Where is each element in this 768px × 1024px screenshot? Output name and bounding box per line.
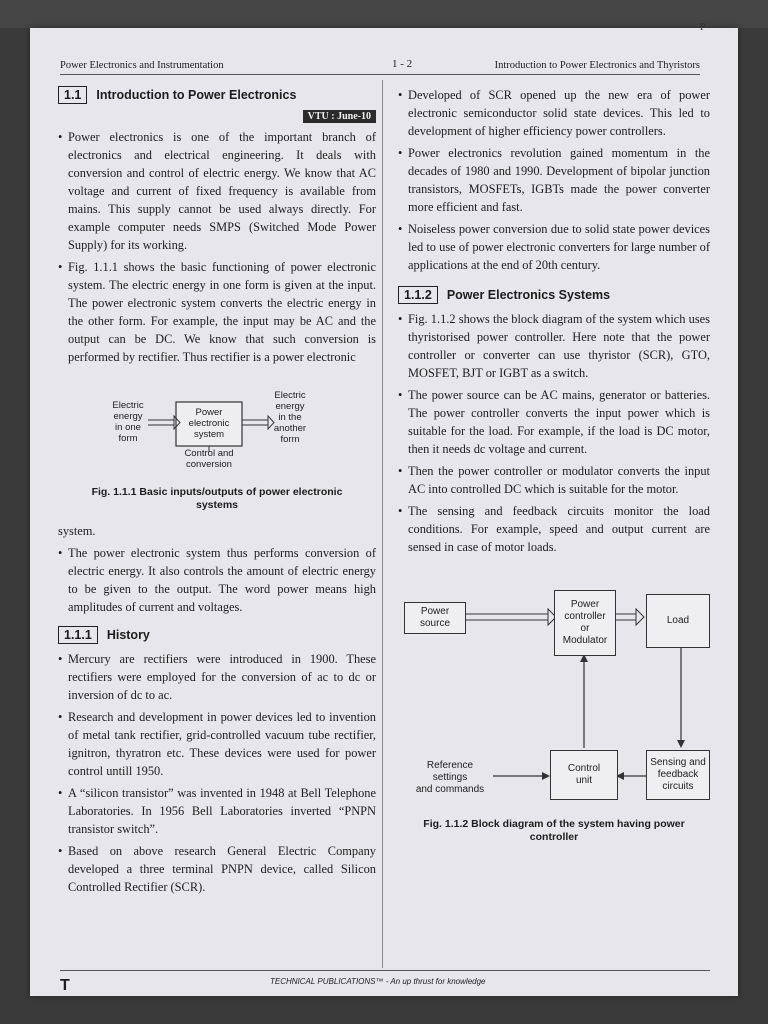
input-label: Electric energy in one form — [112, 400, 144, 444]
paragraph: • Power electronics is one of the important branch of electronics and electrical engineering. It deals with conversion and control of electric energy. We know that AC voltage and current of fixed frequency is available from mains. This supply cannot be used always directly. For example computer needs SMPS (Switched Mode Power Supply) for its working. — [58, 128, 376, 254]
reference-settings-label: Reference settings and commands — [415, 760, 485, 795]
book-page — [30, 28, 738, 996]
paragraph: • Power electronics revolution gained momentum in the decades of 1980 and 1990. Development of bipolar junction transistors, MOSFETs, IGBTs made the power converter more efficient and fast. — [398, 144, 710, 216]
section-title: History — [106, 628, 150, 642]
figure-caption: Fig. 1.1.1 Basic inputs/outputs of power electronic systems — [91, 486, 343, 511]
section-title: Introduction to Power Electronics — [96, 88, 297, 102]
photo-background — [0, 0, 768, 28]
page-footer — [60, 970, 710, 994]
page-header — [60, 58, 700, 75]
paragraph: • Fig. 1.1.2 shows the block diagram of the system which uses thyristorised power controller. Here note that the power controller or converter can use thyristor (SCR), GTO, MOSFET, BJT or IGBT as a switch. — [398, 310, 710, 382]
paragraph: • Fig. 1.1.1 shows the basic functioning of power electronic system. The electric energy in one form is given at the input. The power electronic system converts the electric energy in the other form. For example, the input may be AC and the output can be DC. We know that such conversion is performed by rectifier. Thus rectifier is a power electronic — [58, 258, 376, 366]
paragraph: system. — [58, 524, 96, 538]
right-column — [398, 86, 710, 854]
sensing-feedback-box: Sensing and feedback circuits — [646, 750, 710, 800]
header-book-title: Power Electronics and Instrumentation — [60, 60, 224, 71]
paragraph: • Developed of SCR opened up the new era of power electronic semiconductor solid state devices. This led to development of higher efficiency power controllers. — [398, 86, 710, 140]
load-box: Load — [646, 594, 710, 648]
paragraph: • A “silicon transistor” was invented in 1948 at Bell Telephone Laboratories. In 1956 Bell Laboratories inverted “PNPN transistor switch”. — [58, 784, 376, 838]
paragraph: • Mercury are rectifiers were introduced in 1900. These rectifiers were employed for the conversion of ac to dc or inversion of dc to ac. — [58, 650, 376, 704]
figure-1-1-2 — [398, 586, 710, 812]
paragraph: • Noiseless power conversion due to solid state power devices led to use of power electronic converters for large number of applications at the end of 20th century. — [398, 220, 710, 274]
control-label: Control and conversion — [184, 448, 234, 470]
section-heading-1-1-2 — [398, 286, 710, 304]
left-column — [58, 86, 376, 900]
power-source-box: Power source — [404, 602, 466, 634]
section-number: 1.1.1 — [58, 626, 98, 644]
figure-caption: Fig. 1.1.2 Block diagram of the system having power controller — [423, 818, 685, 843]
paragraph: • The sensing and feedback circuits monitor the load conditions. For example, speed and output current are sensed in case of motor loads. — [398, 502, 710, 556]
section-number: 1.1.2 — [398, 286, 438, 304]
output-label: Electric energy in the another form — [273, 390, 307, 445]
paragraph: • Based on above research General Electric Company developed a three terminal PNPN device, called Silicon Controlled Rectifier (SCR). — [58, 842, 376, 896]
publisher-tagline: TECHNICAL PUBLICATIONS™ - An up thrust for knowledge — [270, 977, 486, 986]
exam-badge: VTU : June-10 — [303, 110, 376, 123]
power-controller-box: Power controller or Modulator — [554, 590, 616, 656]
control-unit-box: Control unit — [550, 750, 618, 800]
publisher-logo: T — [60, 977, 70, 994]
paragraph: • Research and development in power devices led to invention of metal tank rectifier, grid-controlled vacuum tube rectifier, ignitron, thyratron etc. These devices were used for power control untill 1950. — [58, 708, 376, 780]
section-heading-1-1-1 — [58, 626, 376, 644]
header-chapter-title: Introduction to Power Electronics and Thyristors — [494, 60, 700, 71]
paragraph: • The power source can be AC mains, generator or batteries. The power controller converts the input power which is suitable for the load. For example, if the load is DC motor, then it needs dc voltage and current. — [398, 386, 710, 458]
system-box-label: Power electronic system — [188, 407, 230, 440]
adjacent-page-edge-letter: P — [700, 22, 706, 33]
section-title: Power Electronics Systems — [446, 288, 611, 302]
column-divider — [382, 80, 383, 968]
figure-1-1-1 — [58, 390, 376, 482]
section-number: 1.1 — [58, 86, 87, 104]
section-heading-1-1 — [58, 86, 376, 104]
paragraph: • Then the power controller or modulator converts the input AC into controlled DC which is suitable for the motor. — [398, 462, 710, 498]
header-page-number: 1 - 2 — [392, 58, 413, 70]
paragraph: • The power electronic system thus performs conversion of electric energy. It also controls the amount of electric energy to be given to the output. The word power means high amplitudes of current and voltages. — [58, 544, 376, 616]
